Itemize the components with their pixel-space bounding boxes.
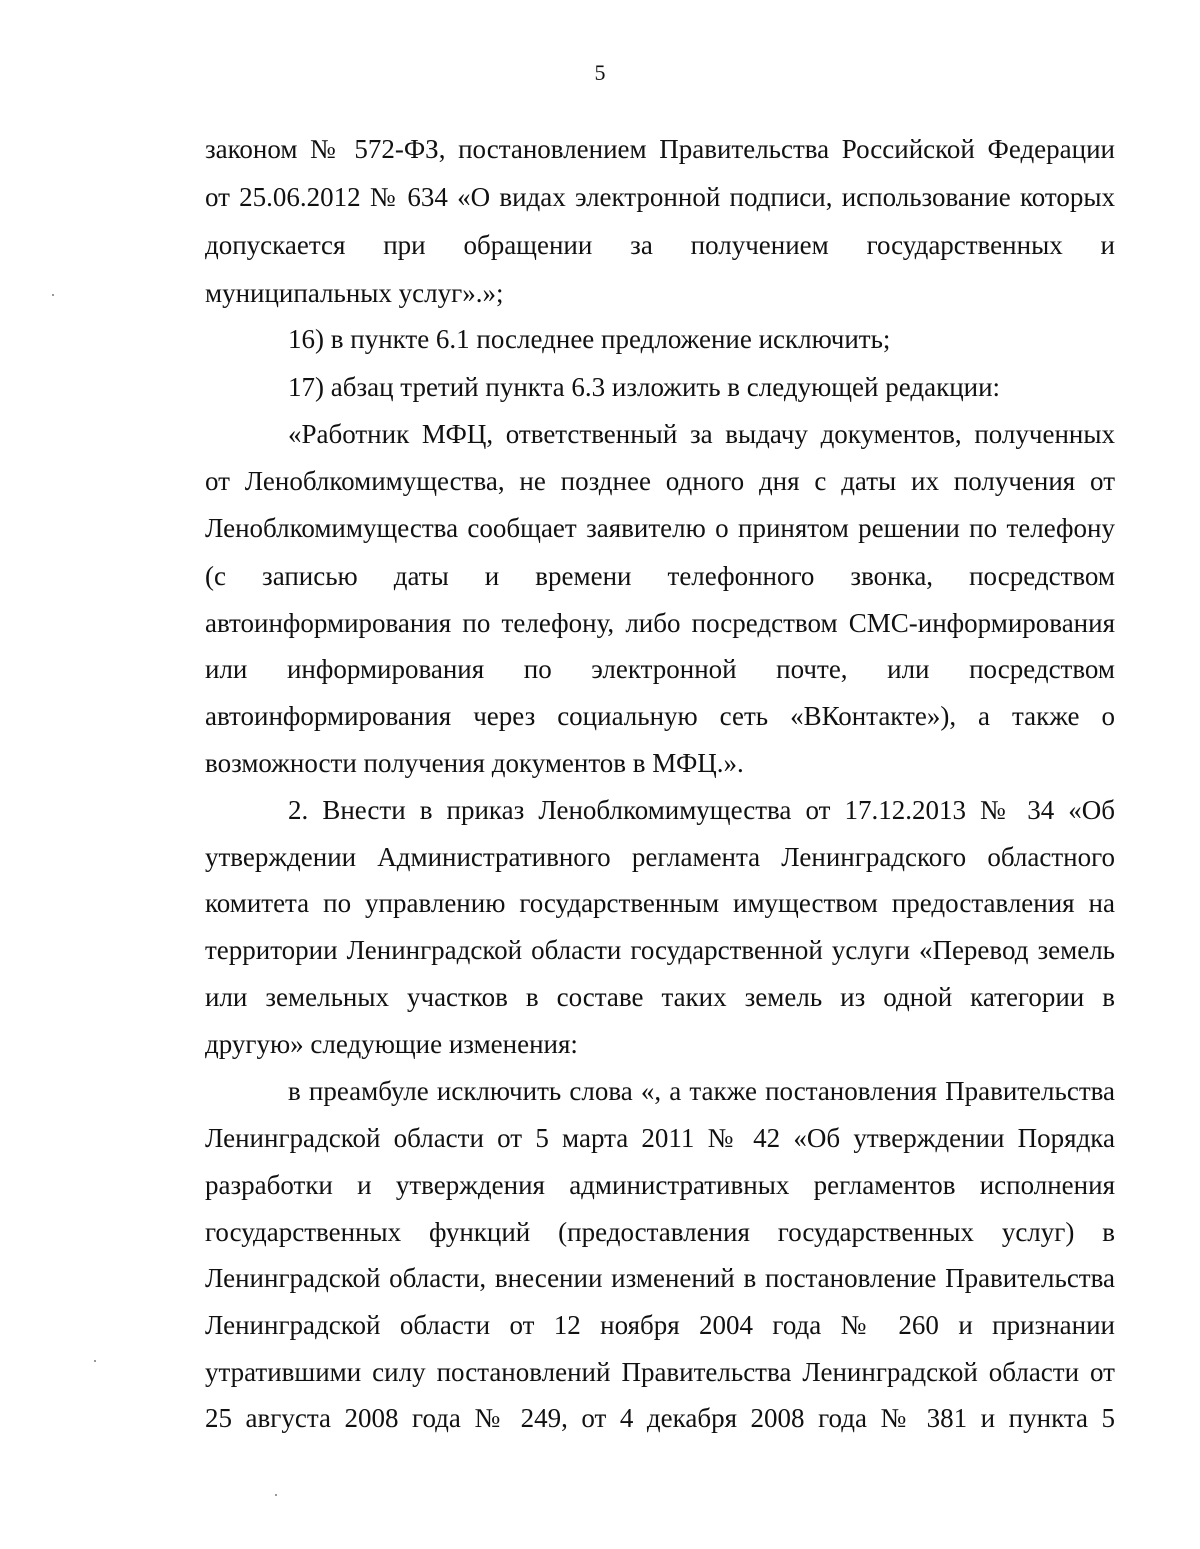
text-line: утратившими силу постановлений Правительства Ленинградской области от	[205, 1357, 1115, 1387]
text-line: автоинформирования через социальную сеть «ВКонтакте»), а также о	[205, 701, 1115, 731]
scan-speck	[275, 1494, 277, 1496]
text-line: территории Ленинградской области государственной услуги «Перевод земель	[205, 935, 1115, 965]
text-line: или информирования по электронной почте, или посредством	[205, 654, 1115, 684]
text-line: 16) в пункте 6.1 последнее предложение исключить;	[288, 324, 891, 354]
text-line: «Работник МФЦ, ответственный за выдачу документов, полученных	[288, 419, 1115, 449]
text-line: разработки и утверждения административных регламентов исполнения	[205, 1170, 1115, 1200]
text-line: 25 августа 2008 года № 249, от 4 декабря 2008 года № 381 и пункта 5	[205, 1403, 1115, 1433]
text-line: допускается при обращении за получением государственных и	[205, 230, 1115, 260]
text-line: Леноблкомимущества сообщает заявителю о принятом решении по телефону	[205, 513, 1115, 543]
text-line: возможности получения документов в МФЦ.».	[205, 748, 744, 778]
scan-speck	[94, 1360, 96, 1362]
text-line: законом № 572-ФЗ, постановлением Правительства Российской Федерации	[205, 134, 1115, 164]
text-line: 17) абзац третий пункта 6.3 изложить в следующей редакции:	[288, 372, 1001, 402]
text-line: утверждении Административного регламента Ленинградского областного	[205, 842, 1115, 872]
text-line: Ленинградской области от 12 ноября 2004 года № 260 и признании	[205, 1310, 1115, 1340]
text-line: в преамбуле исключить слова «, а также постановления Правительства	[288, 1076, 1115, 1106]
text-line: автоинформирования по телефону, либо посредством СМС-информирования	[205, 608, 1115, 638]
text-line: от 25.06.2012 № 634 «О видах электронной подписи, использование которых	[205, 182, 1115, 212]
text-line: другую» следующие изменения:	[205, 1029, 578, 1059]
text-line: или земельных участков в составе таких земель из одной категории в	[205, 982, 1115, 1012]
text-line: Ленинградской области от 5 марта 2011 № 42 «Об утверждении Порядка	[205, 1123, 1115, 1153]
scan-speck	[52, 294, 54, 296]
page-number: 5	[594, 60, 606, 85]
text-line: от Леноблкомимущества, не позднее одного дня с даты их получения от	[205, 466, 1115, 496]
text-line: государственных функций (предоставления государственных услуг) в	[205, 1217, 1115, 1247]
text-line: комитета по управлению государственным имуществом предоставления на	[205, 888, 1115, 918]
text-line: муниципальных услуг».»;	[205, 278, 504, 308]
text-line: Ленинградской области, внесении изменений в постановление Правительства	[205, 1263, 1115, 1293]
text-line: 2. Внести в приказ Леноблкомимущества от 17.12.2013 № 34 «Об	[288, 795, 1115, 825]
text-line: (с записью даты и времени телефонного звонка, посредством	[205, 561, 1115, 591]
